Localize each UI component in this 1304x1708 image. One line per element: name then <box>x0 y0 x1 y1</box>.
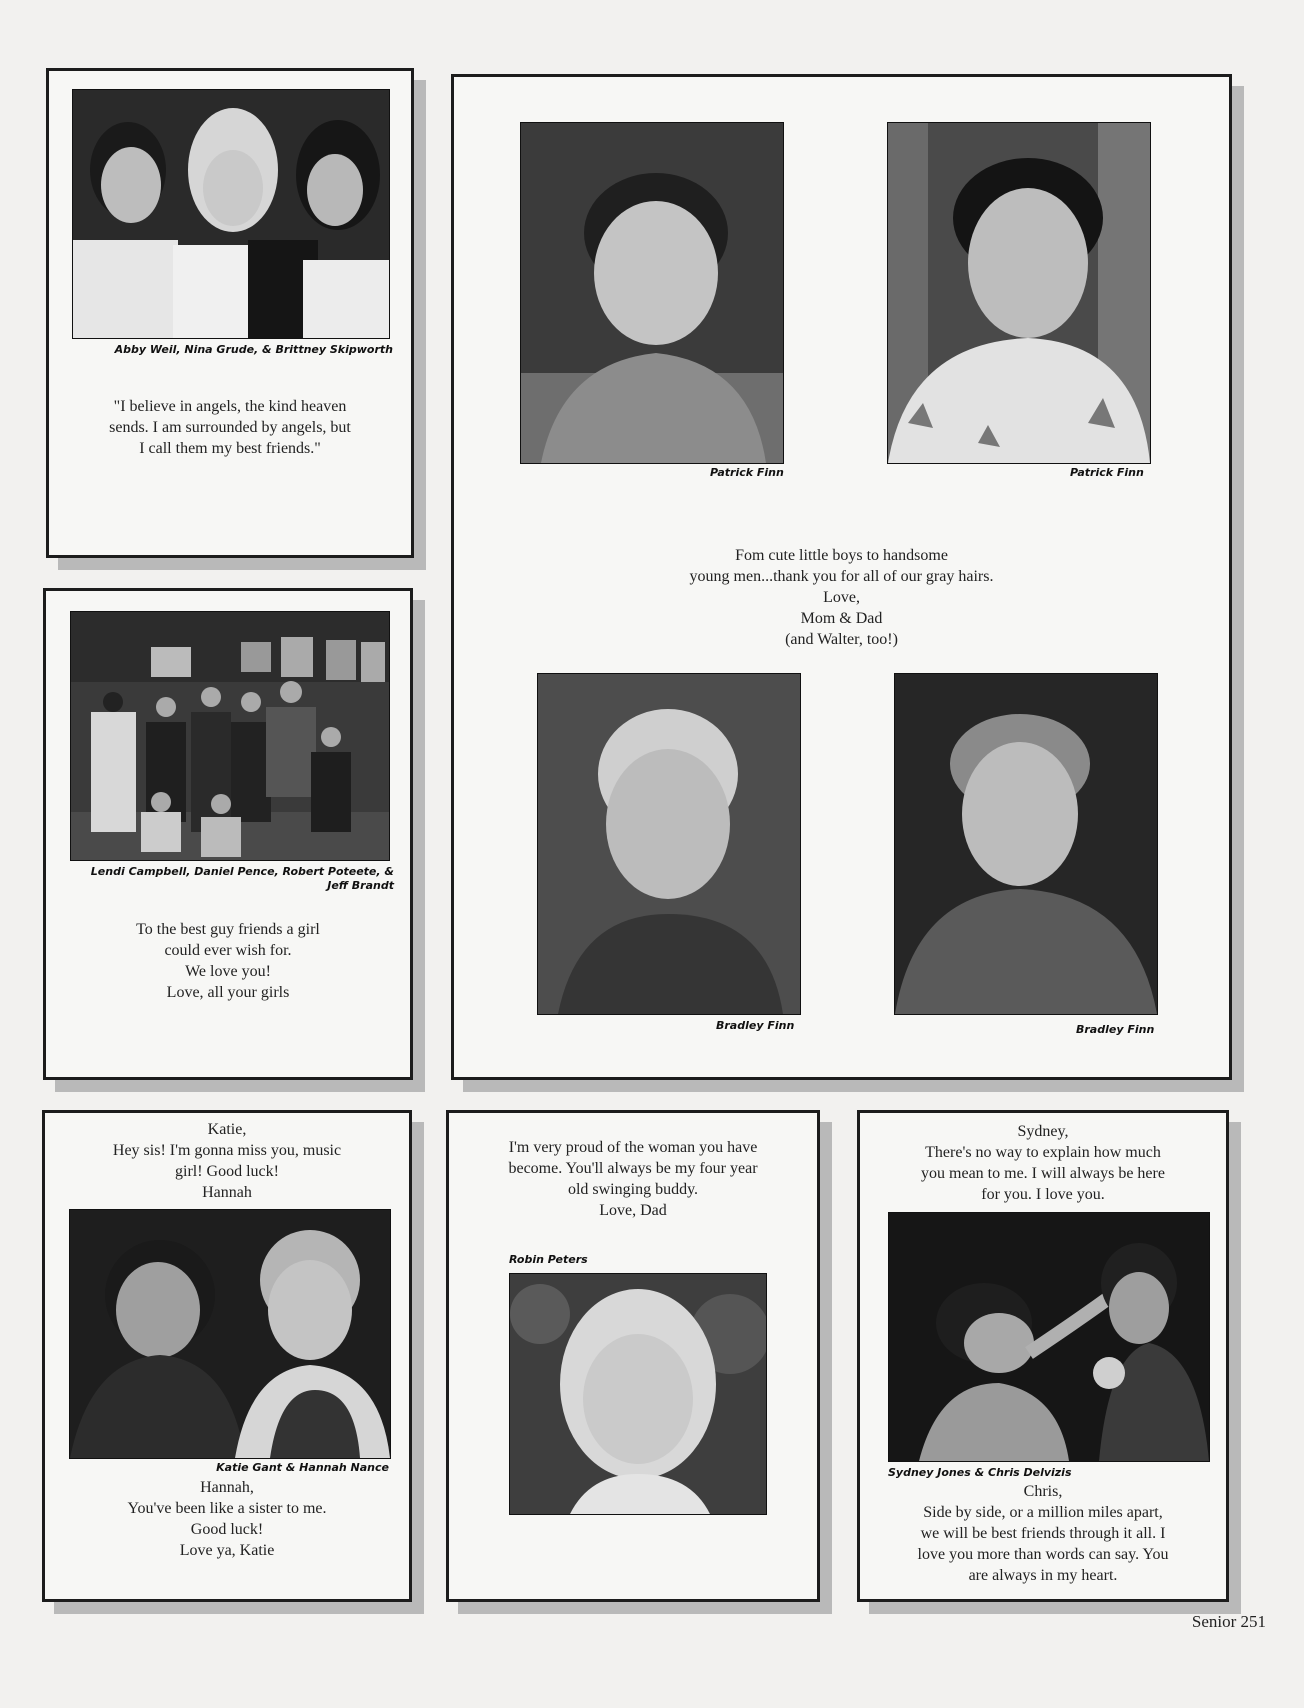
photo-caption: Bradley Finn <box>716 1019 795 1032</box>
tribute-box-finn-brothers <box>451 74 1232 1080</box>
tribute-message: "I believe in angels, the kind heaven sends. I am surrounded by angels, but I call them my best friends." <box>109 398 351 457</box>
photo-three-girls <box>72 89 390 339</box>
page-folio: Senior 251 <box>1191 1612 1266 1631</box>
photo-katie-hannah <box>69 1209 391 1459</box>
photo-robin-child <box>509 1273 767 1515</box>
tribute-box-guy-friends <box>43 588 413 1080</box>
photo-patrick-child <box>520 122 784 464</box>
tribute-box-sydney-chris <box>857 1110 1229 1602</box>
photo-patrick-teen <box>887 122 1151 464</box>
photo-caption: Sydney Jones & Chris Delvizis <box>888 1466 1072 1479</box>
tribute-message: I'm very proud of the woman you have become. You'll always be my four year old swinging buddy. Love, Dad <box>508 1139 758 1219</box>
photo-caption: Katie Gant & Hannah Nance <box>216 1461 389 1474</box>
photo-bradley-child <box>537 673 801 1015</box>
photo-caption: Patrick Finn <box>1070 466 1144 479</box>
photo-caption: Patrick Finn <box>710 466 784 479</box>
photo-caption: Lendi Campbell, Daniel Pence, Robert Poteete, & Jeff Brandt <box>90 865 394 892</box>
tribute-message-top: Katie, Hey sis! I'm gonna miss you, music girl! Good luck! Hannah <box>112 1121 342 1201</box>
tribute-message-bottom: Hannah, You've been like a sister to me. Good luck! Love ya, Katie <box>127 1479 327 1559</box>
tribute-message-top: Sydney, There's no way to explain how much you mean to me. I will always be here for you. I love you. <box>921 1123 1165 1203</box>
tribute-message: Fom cute little boys to handsome young men...thank you for all of our gray hairs. Love, Mom & Dad (and Walter, too!) <box>689 547 994 648</box>
photo-caption: Bradley Finn <box>1076 1023 1155 1036</box>
tribute-message: To the best guy friends a girl could ever wish for. We love you! Love, all your girls <box>136 921 320 1001</box>
tribute-box-sisters <box>42 1110 412 1602</box>
tribute-box-best-friends <box>46 68 414 558</box>
tribute-message-bottom: Chris, Side by side, or a million miles apart, we will be best friends through it all. I love you more than words can say. You are always in my heart. <box>917 1483 1169 1584</box>
photo-bradley-teen <box>894 673 1158 1015</box>
tribute-box-robin-peters <box>446 1110 820 1602</box>
photo-sydney-chris <box>888 1212 1210 1462</box>
photo-caption: Abby Weil, Nina Grude, & Brittney Skipworth <box>114 343 393 356</box>
photo-caption: Robin Peters <box>509 1253 588 1266</box>
photo-group <box>70 611 390 861</box>
